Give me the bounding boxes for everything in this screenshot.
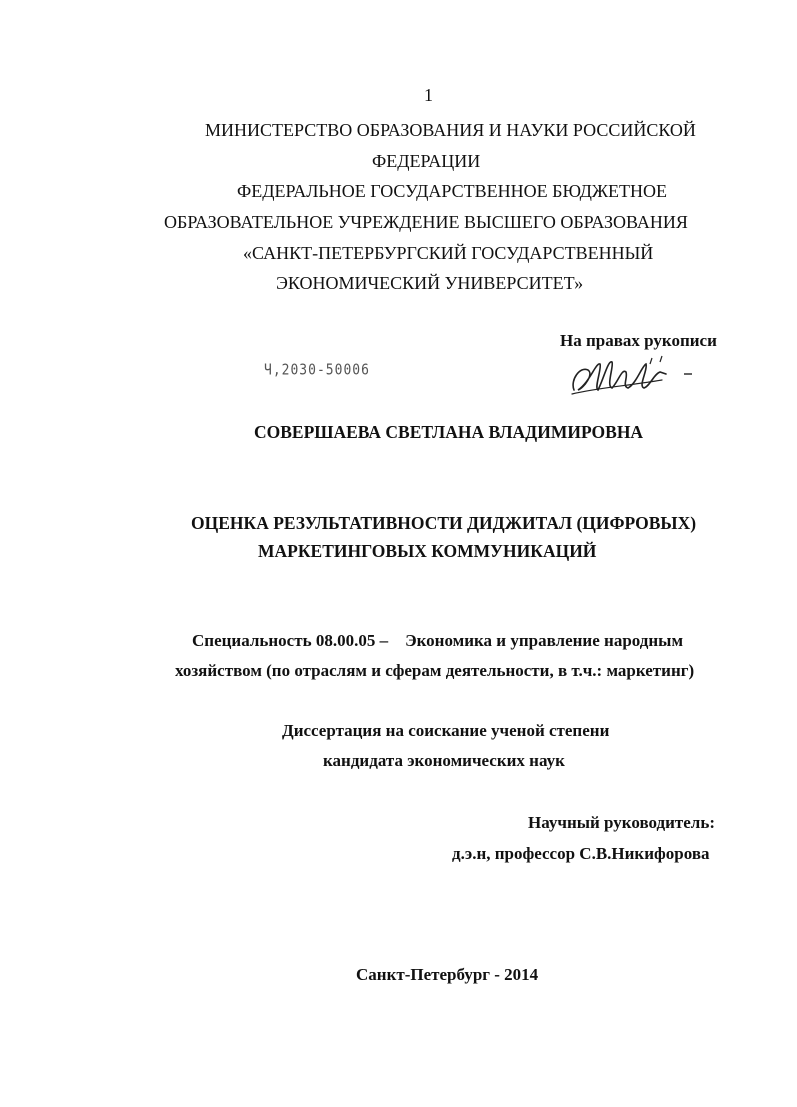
specialty-line: хозяйством (по отраслям и сферам деятельности, в т.ч.: маркетинг)	[175, 661, 695, 680]
advisor-name: д.э.н, профессор С.В.Никифорова	[452, 844, 710, 863]
institution-line: ОБРАЗОВАТЕЛЬНОЕ УЧРЕЖДЕНИЕ ВЫСШЕГО ОБРАЗОВАНИЯ	[164, 212, 688, 232]
title-line: ОЦЕНКА РЕЗУЛЬТАТИВНОСТИ ДИДЖИТАЛ (ЦИФРОВЫХ)	[191, 513, 697, 533]
manuscript-rights: На правах рукописи	[560, 331, 717, 350]
dissertation-line: кандидата экономических наук	[323, 751, 565, 770]
institution-line: «САНКТ-ПЕТЕРБУРГСКИЙ ГОСУДАРСТВЕННЫЙ	[243, 243, 654, 263]
institution-line: ФЕДЕРАЦИИ	[372, 151, 481, 171]
dissertation-line: Диссертация на соискание ученой степени	[282, 721, 610, 740]
page-number: 1	[424, 85, 433, 105]
inventory-stamp: Ч,2030-50006	[264, 361, 370, 380]
signature-icon	[566, 352, 696, 400]
institution-line: ФЕДЕРАЛЬНОЕ ГОСУДАРСТВЕННОЕ БЮДЖЕТНОЕ	[237, 181, 667, 201]
city-year: Санкт-Петербург - 2014	[356, 965, 539, 984]
author-name: СОВЕРШАЕВА СВЕТЛАНА ВЛАДИМИРОВНА	[254, 422, 644, 442]
institution-line: ЭКОНОМИЧЕСКИЙ УНИВЕРСИТЕТ»	[276, 273, 584, 293]
specialty-line: Специальность 08.00.05 – Экономика и управление народным	[192, 631, 684, 650]
advisor-label: Научный руководитель:	[528, 813, 715, 832]
institution-line: МИНИСТЕРСТВО ОБРАЗОВАНИЯ И НАУКИ РОССИЙСКОЙ	[205, 120, 696, 140]
title-line: МАРКЕТИНГОВЫХ КОММУНИКАЦИЙ	[258, 541, 597, 561]
